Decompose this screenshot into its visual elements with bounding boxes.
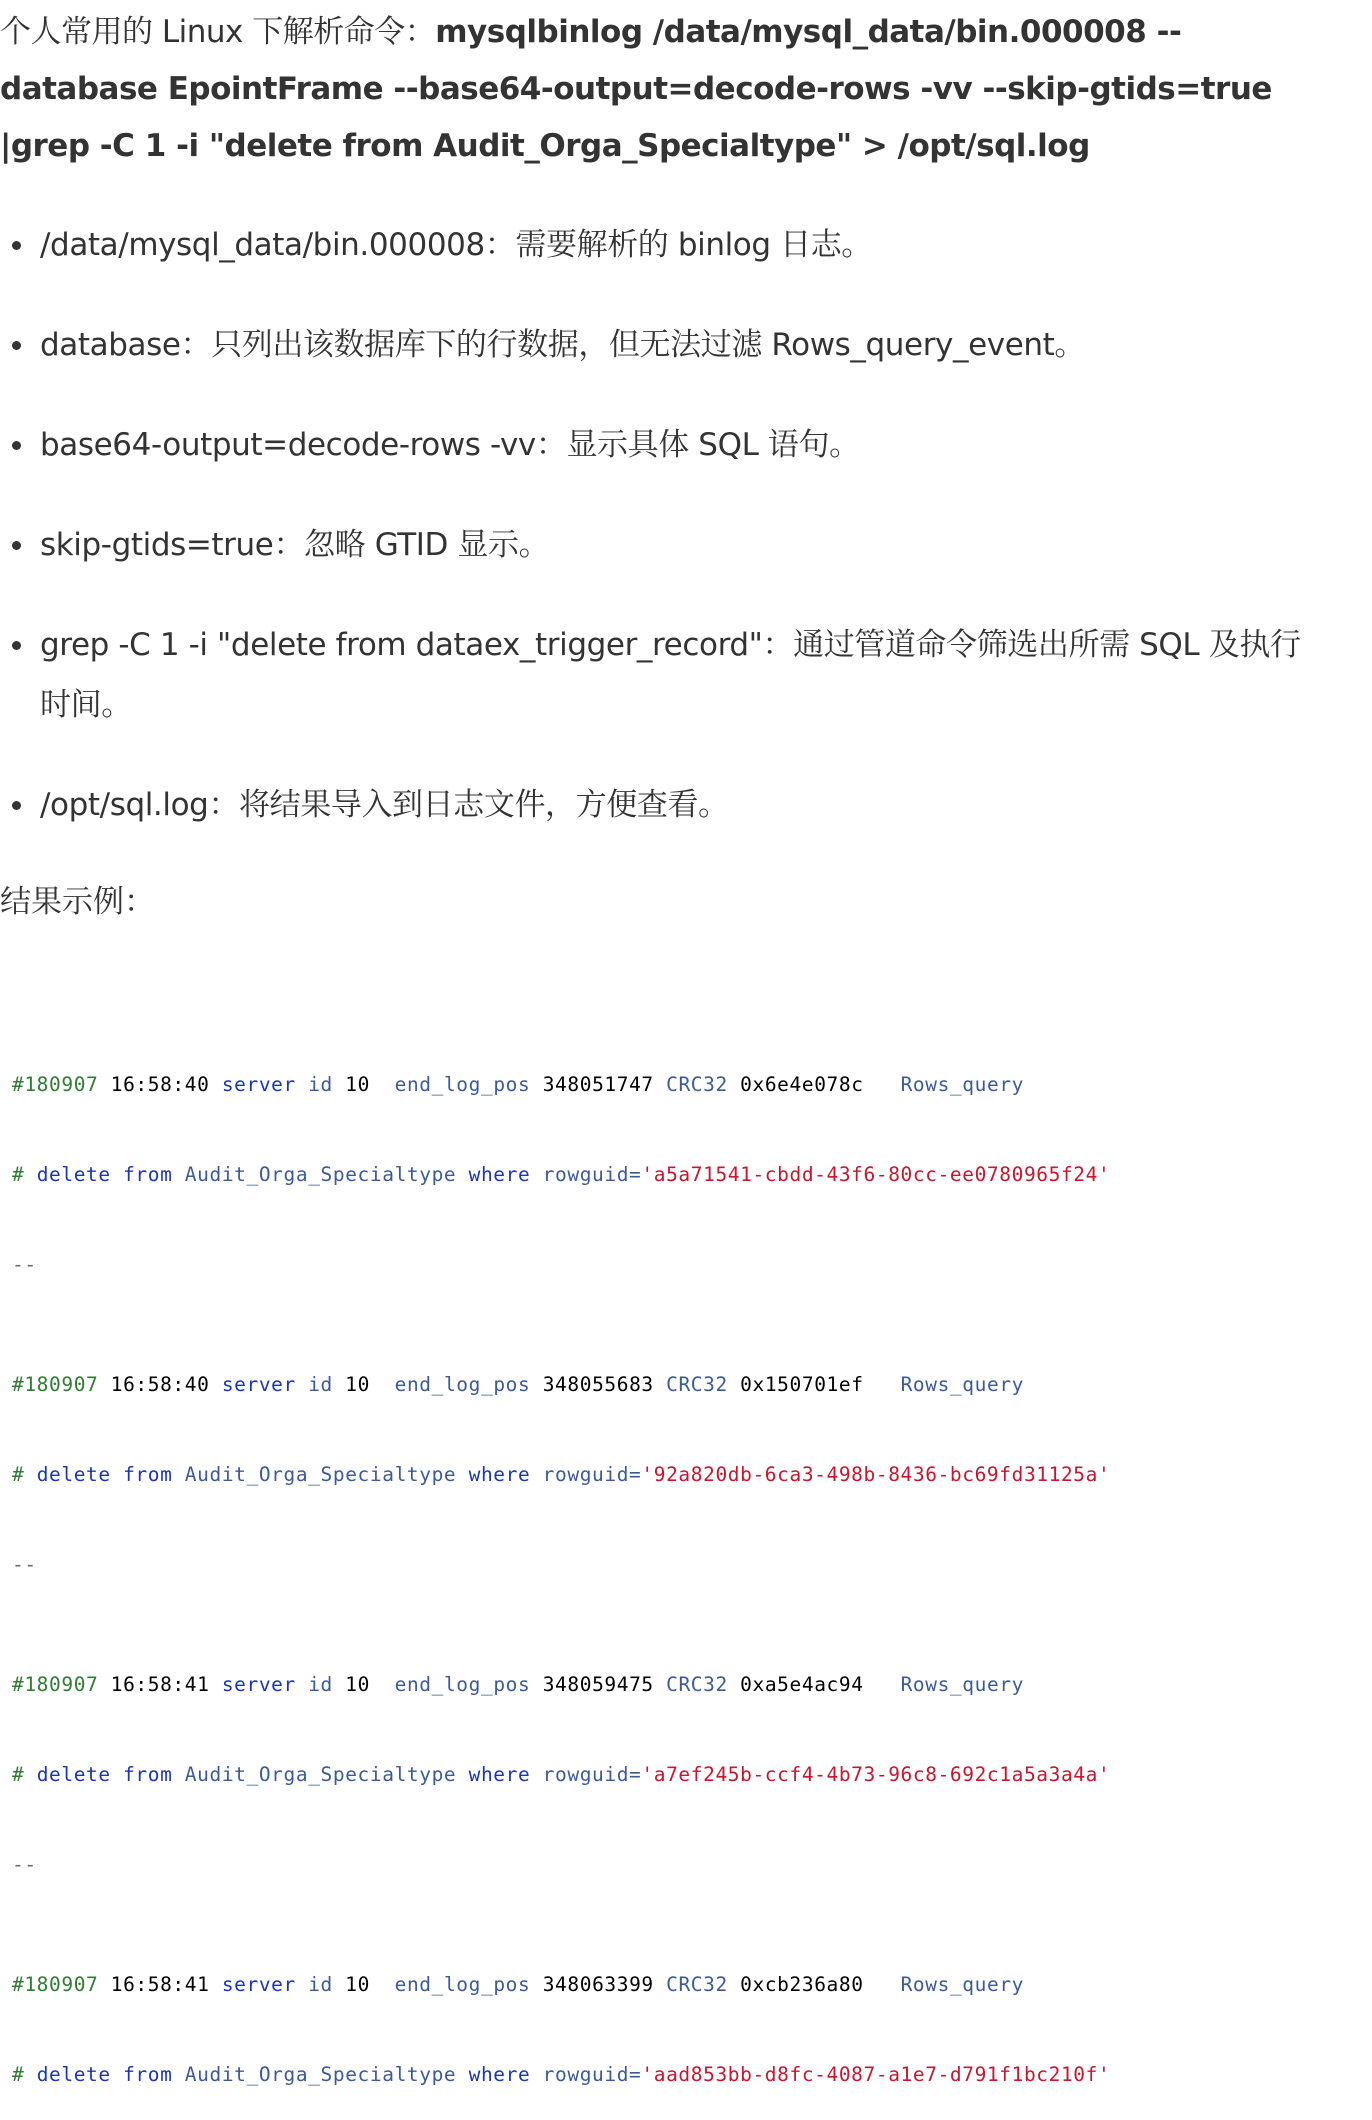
list-item-text: base64-output=decode-rows -vv：显示具体 SQL 语句。: [40, 427, 860, 463]
example-label: 结果示例：: [0, 884, 155, 920]
log-separator: --: [12, 1853, 37, 1876]
log-header-line: #180907 16:58:40 server id 10 end_log_pos 348055683 CRC32 0x150701ef Rows_query: [12, 1373, 1024, 1396]
bullet-icon: [12, 441, 21, 450]
intro-command: mysqlbinlog /data/mysql_data/bin.000008 --database EpointFrame --base64-output=decode-rows -vv --skip-gtids=true |grep -C 1 -i "delete from Audit_Orga_Specialtype" > /opt/sql.log: [0, 14, 1272, 164]
log-sql-line: # delete from Audit_Orga_Specialtype where rowguid='a7ef245b-ccf4-4b73-96c8-692c1a5a3a4a': [12, 1763, 1111, 1786]
log-sql-line: # delete from Audit_Orga_Specialtype where rowguid='a5a71541-cbdd-43f6-80cc-ee0780965f24': [12, 1163, 1111, 1186]
list-item-text: /data/mysql_data/bin.000008：需要解析的 binlog 日志。: [40, 227, 872, 263]
bullet-icon: [12, 641, 21, 650]
list-item: [0, 415, 1330, 475]
log-separator: --: [12, 1253, 37, 1276]
bullet-icon: [12, 801, 21, 810]
log-sql-line: # delete from Audit_Orga_Specialtype where rowguid='aad853bb-d8fc-4087-a1e7-d791f1bc210f': [12, 2063, 1111, 2086]
parameter-list: [0, 215, 1330, 875]
intro-lead: 个人常用的 Linux 下解析命令：: [0, 14, 436, 50]
list-item-text: database：只列出该数据库下的行数据，但无法过滤 Rows_query_event。: [40, 327, 1085, 363]
list-item-text: /opt/sql.log：将结果导入到日志文件，方便查看。: [40, 787, 729, 823]
log-header-line: #180907 16:58:41 server id 10 end_log_pos 348059475 CRC32 0xa5e4ac94 Rows_query: [12, 1673, 1024, 1696]
bullet-icon: [12, 341, 21, 350]
log-output: [12, 980, 1362, 2120]
list-item: [0, 615, 1330, 735]
list-item-text: grep -C 1 -i "delete from dataex_trigger_record"：通过管道命令筛选出所需 SQL 及执行时间。: [40, 627, 1301, 723]
list-item: [0, 215, 1330, 275]
log-sql-line: # delete from Audit_Orga_Specialtype where rowguid='92a820db-6ca3-498b-8436-bc69fd31125a': [12, 1463, 1111, 1486]
intro-paragraph: [0, 4, 1330, 175]
log-separator: --: [12, 1553, 37, 1576]
bullet-icon: [12, 241, 21, 250]
log-header-line: #180907 16:58:40 server id 10 end_log_pos 348051747 CRC32 0x6e4e078c Rows_query: [12, 1073, 1024, 1096]
bullet-icon: [12, 541, 21, 550]
log-header-line: #180907 16:58:41 server id 10 end_log_pos 348063399 CRC32 0xcb236a80 Rows_query: [12, 1973, 1024, 1996]
list-item-text: skip-gtids=true：忽略 GTID 显示。: [40, 527, 550, 563]
list-item: [0, 315, 1330, 375]
list-item: [0, 775, 1330, 835]
list-item: [0, 515, 1330, 575]
